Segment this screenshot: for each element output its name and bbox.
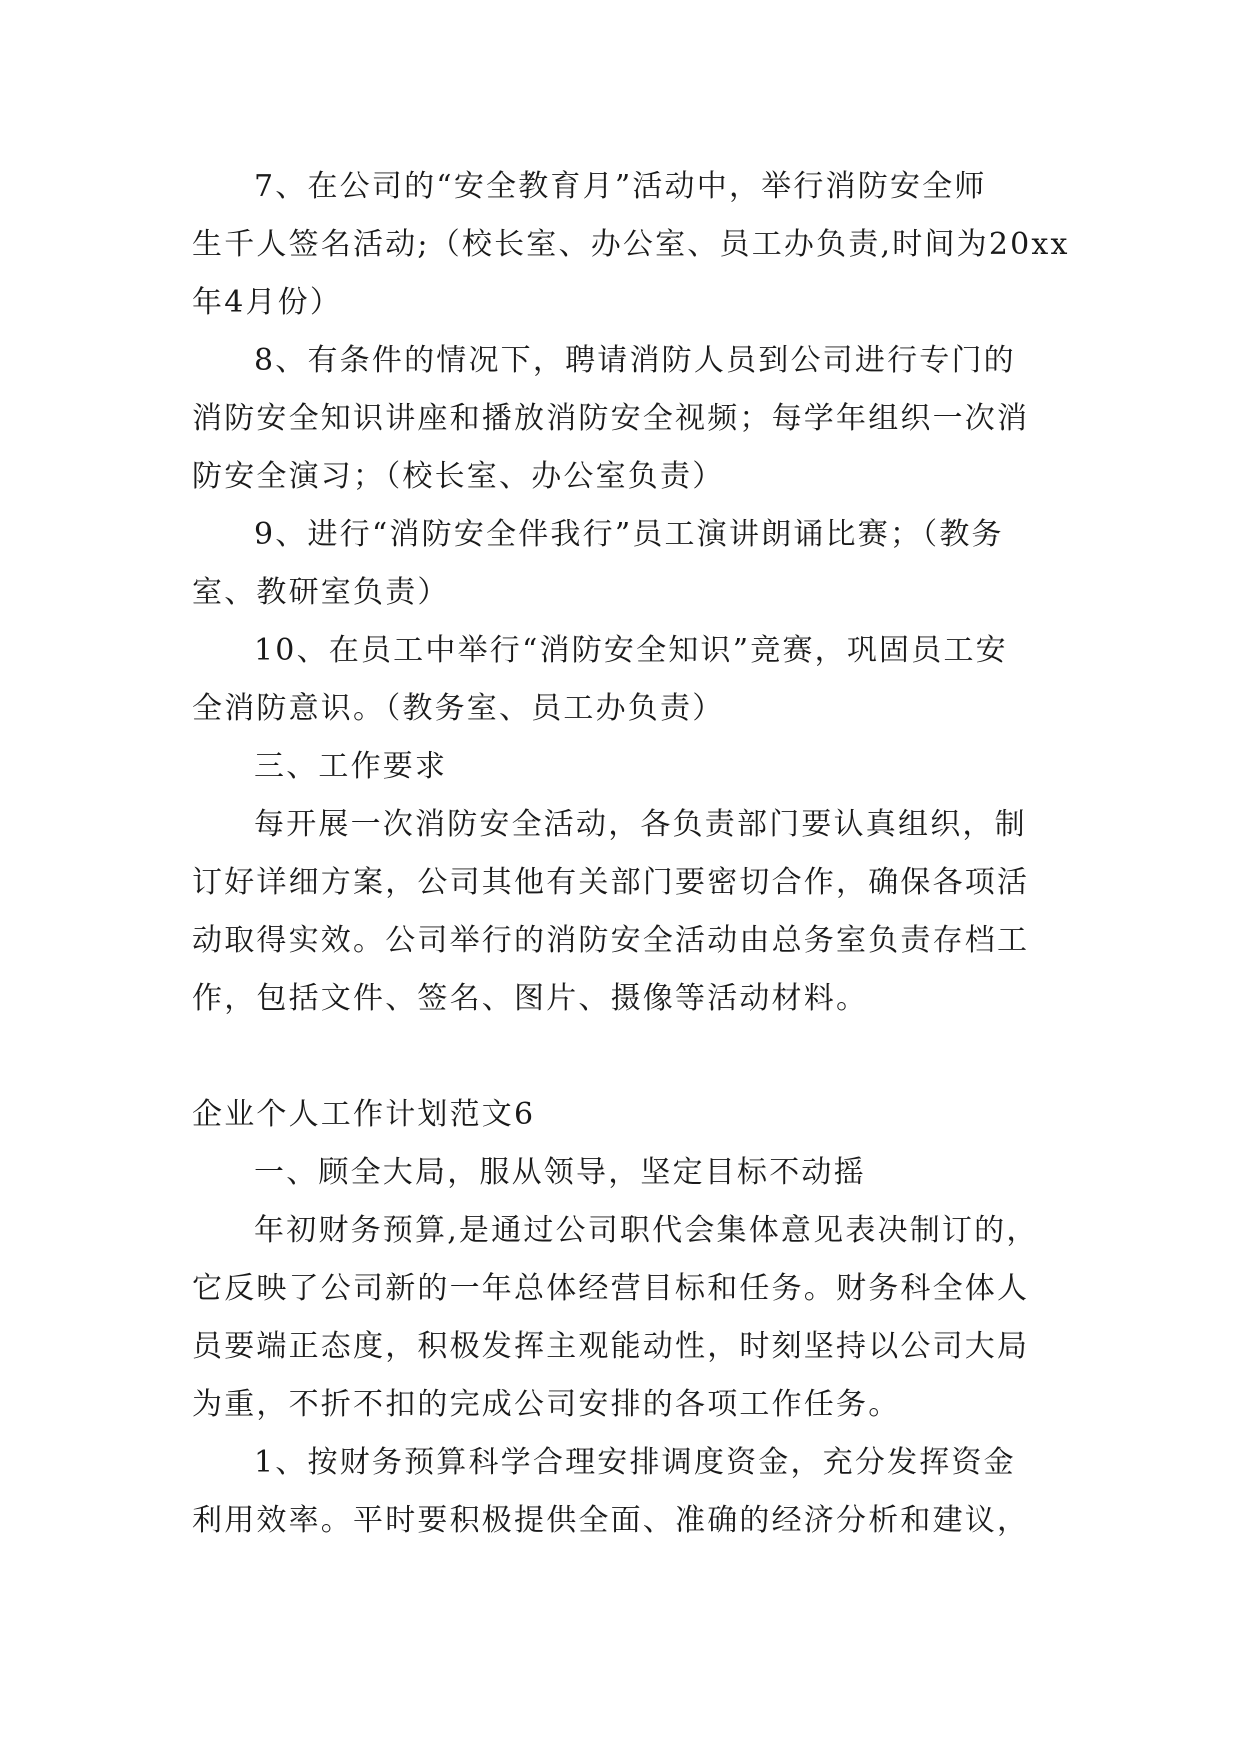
budget-paragraph-line-3: 员要端正态度，积极发挥主观能动性，时刻坚持以公司大局 <box>192 1329 1030 1364</box>
paragraph-8-line-1: 8、有条件的情况下，聘请消防人员到公司进行专门的 <box>254 343 1016 378</box>
budget-paragraph-line-4: 为重，不折不扣的完成公司安排的各项工作任务。 <box>192 1387 901 1422</box>
budget-paragraph-line-1: 年初财务预算,是通过公司职代会集体意见表决制订的， <box>254 1213 1039 1248</box>
paragraph-8-line-3: 防安全演习；（校长室、办公室负责） <box>192 459 725 494</box>
paragraph-9-line-1: 9、进行“消防安全伴我行”员工演讲朗诵比赛；（教务 <box>254 517 1004 552</box>
requirements-line-4: 作，包括文件、签名、图片、摄像等活动材料。 <box>192 981 869 1016</box>
item-1-line-2: 利用效率。平时要积极提供全面、准确的经济分析和建议， <box>192 1503 1030 1538</box>
requirements-line-3: 动取得实效。公司举行的消防安全活动由总务室负责存档工 <box>192 923 1030 958</box>
article-title: 企业个人工作计划范文6 <box>192 1097 536 1132</box>
requirements-line-2: 订好详细方案，公司其他有关部门要密切合作，确保各项活 <box>192 865 1030 900</box>
item-1-line-1: 1、按财务预算科学合理安排调度资金，充分发挥资金 <box>254 1445 1016 1480</box>
section-heading-work-requirements: 三、工作要求 <box>254 749 448 784</box>
section-gap <box>192 1028 1050 1086</box>
paragraph-8-line-2: 消防安全知识讲座和播放消防安全视频；每学年组织一次消 <box>192 401 1030 436</box>
paragraph-7-line-3: 年4月份） <box>192 285 343 320</box>
budget-paragraph-line-2: 它反映了公司新的一年总体经营目标和任务。财务科全体人 <box>192 1271 1030 1306</box>
paragraph-10-line-2: 全消防意识。（教务室、员工办负责） <box>192 691 725 726</box>
paragraph-7-line-1: 7、在公司的“安全教育月”活动中，举行消防安全师 <box>254 169 987 204</box>
heading-overall-situation: 一、顾全大局，服从领导，坚定目标不动摇 <box>254 1155 866 1190</box>
paragraph-10-line-1: 10、在员工中举行“消防安全知识”竞赛，巩固员工安 <box>254 633 1008 668</box>
requirements-line-1: 每开展一次消防安全活动，各负责部门要认真组织，制 <box>254 807 1027 842</box>
paragraph-9-line-2: 室、教研室负责） <box>192 575 450 610</box>
document-page <box>192 158 1070 1550</box>
paragraph-7-line-2: 生千人签名活动;（校长室、办公室、员工办负责,时间为20xx <box>192 227 1070 262</box>
